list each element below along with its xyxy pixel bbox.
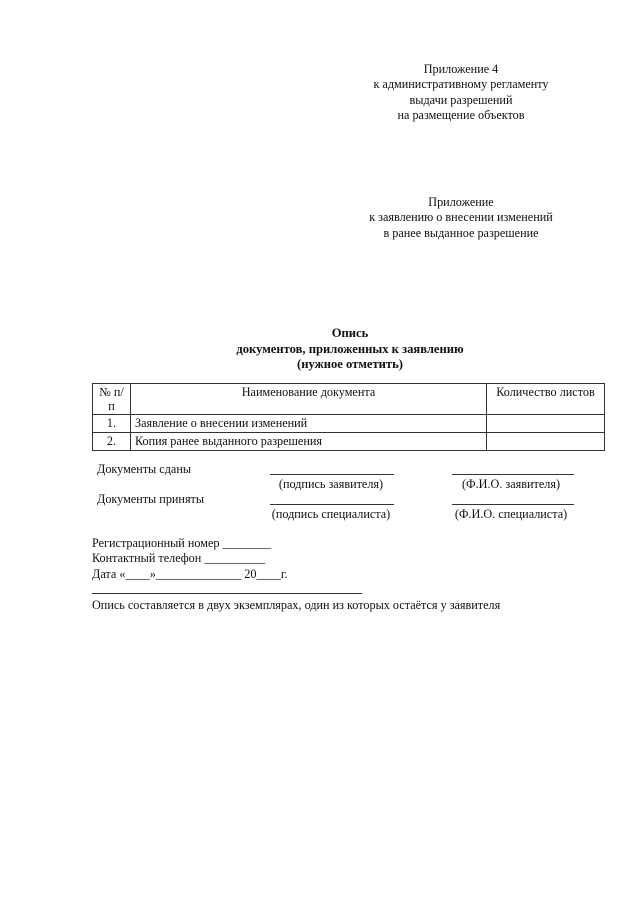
row-number: 2.: [93, 433, 131, 451]
registration-number: Регистрационный номер ________: [92, 536, 272, 550]
annex-primary: [316, 62, 606, 124]
table-row: [93, 433, 605, 451]
row-sheet-count: [487, 433, 605, 451]
specialist-signature-caption: (подпись специалиста): [271, 507, 391, 521]
row-number: 1.: [93, 415, 131, 433]
footnote-separator: [92, 593, 362, 594]
annex-secondary-line: к заявлению о внесении изменений: [369, 210, 553, 225]
documents-table: [92, 383, 605, 451]
specialist-name-caption: (Ф.И.О. специалиста): [454, 507, 568, 521]
applicant-signature-caption: (подпись заявителя): [278, 477, 384, 491]
specialist-name-line: [452, 504, 574, 505]
document-title: [100, 326, 600, 373]
row-document-name: Заявление о внесении изменений: [131, 415, 487, 433]
title-line-3: (нужное отметить): [297, 357, 403, 372]
annex-primary-line: на размещение объектов: [397, 108, 525, 123]
received-label: Документы приняты: [97, 492, 205, 506]
annex-secondary-line: в ранее выданное разрешение: [383, 225, 539, 240]
row-document-name: Копия ранее выданного разрешения: [131, 433, 487, 451]
column-header-number: № п/п: [93, 384, 131, 415]
annex-primary-line: Приложение 4: [423, 62, 499, 76]
applicant-name-caption: (Ф.И.О. заявителя): [461, 477, 561, 491]
column-header-count: Количество листов: [487, 384, 605, 415]
specialist-signature-line: [270, 504, 394, 505]
table-header-row: [93, 384, 605, 415]
title-line-1: Опись: [331, 326, 369, 340]
registration-block: [92, 536, 288, 582]
footnote: Опись составляется в двух экземплярах, один из которых остаётся у заявителя: [92, 598, 501, 612]
applicant-signature-line: [270, 474, 394, 475]
registration-date: Дата «____»______________ 20____г.: [92, 566, 288, 581]
table-row: [93, 415, 605, 433]
annex-secondary: [316, 195, 606, 241]
contact-phone: Контактный телефон __________: [92, 551, 266, 566]
annex-primary-line: выдачи разрешений: [409, 92, 513, 107]
annex-secondary-line: Приложение: [428, 195, 494, 209]
title-line-2: документов, приложенных к заявлению: [236, 341, 464, 356]
annex-primary-line: к административному регламенту: [373, 77, 549, 92]
column-header-name: Наименование документа: [131, 384, 487, 415]
applicant-name-line: [452, 474, 574, 475]
submitted-label: Документы сданы: [97, 462, 192, 476]
row-sheet-count: [487, 415, 605, 433]
